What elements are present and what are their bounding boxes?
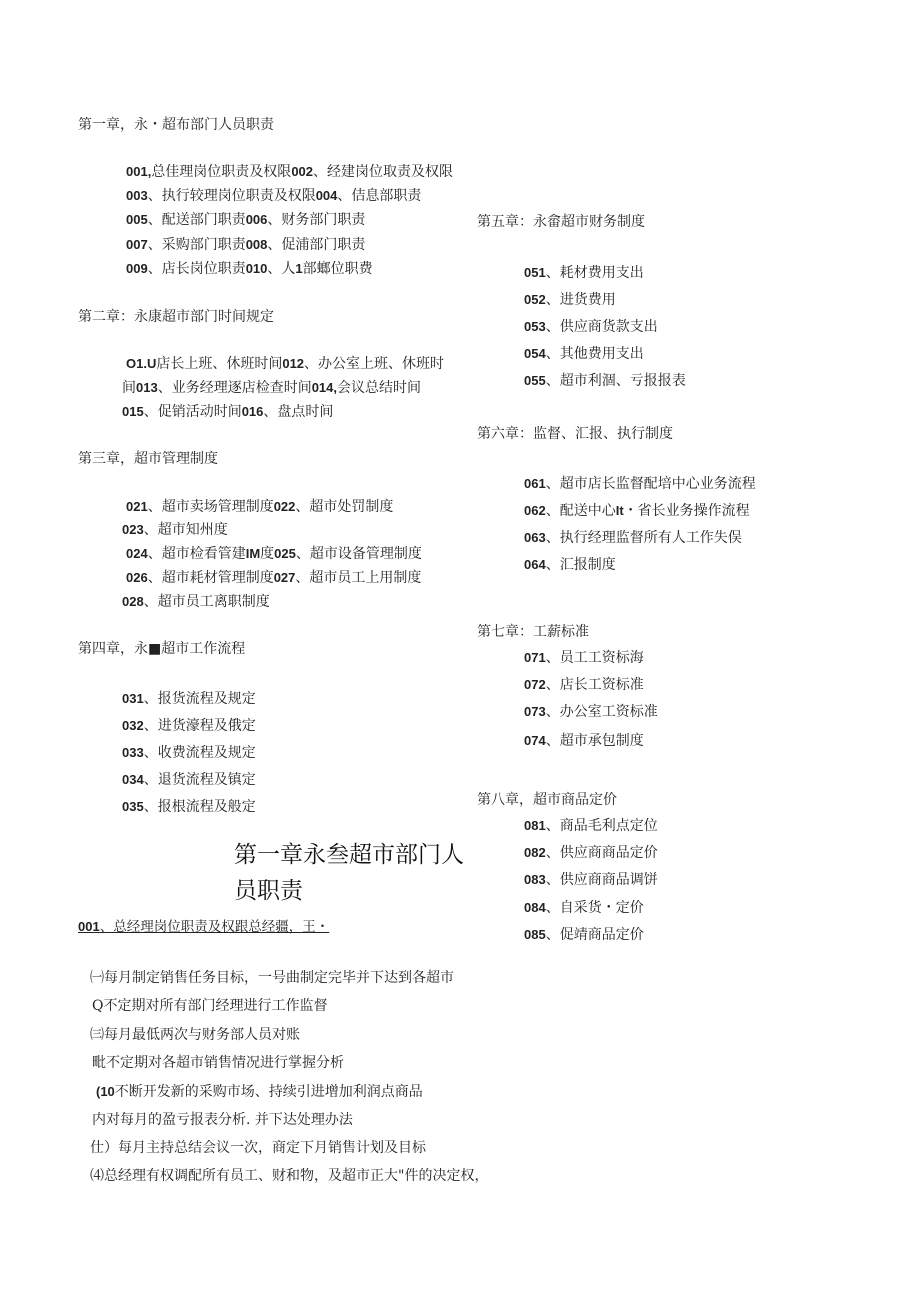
toc-line: 021、超市卖场管理制度022、超市处罚制度: [126, 499, 394, 515]
list-item: 035、报根流程及般定: [122, 799, 256, 815]
list-item: 061、超市店长监督配培中心业务流程: [524, 476, 756, 492]
list-item: 064、汇报制度: [524, 557, 616, 573]
paragraph: (10不断开发新的采购市场、持续引进增加利润点商品: [96, 1084, 423, 1100]
list-item: 031、报货流程及规定: [122, 691, 256, 707]
paragraph: ⑷总经理有权调配所有员工、财和物，及超市正大"件的决定权，: [90, 1168, 489, 1184]
list-item: 083、供应商商品调饼: [524, 872, 658, 888]
list-item: 055、超市利涸、亏报报表: [524, 373, 686, 389]
list-item: 084、自采货・定价: [524, 900, 644, 916]
paragraph: 仕）每月主持总结会议一次，商定下月销售计划及目标: [90, 1140, 426, 1156]
list-item: 081、商品毛利点定位: [524, 818, 658, 834]
list-item: 053、供应商货款支出: [524, 319, 658, 335]
list-item: 052、进货费用: [524, 292, 616, 308]
paragraph: ㈢每月最低两次与财务部人员对账: [90, 1027, 300, 1043]
list-item-clipped: 074、超市承包制度: [524, 733, 644, 749]
list-item: 062、配送中心It・省长业务操作流程: [524, 503, 750, 519]
chapter-2-title: 第二章：永康超市部门时间规定: [78, 309, 274, 325]
toc-line: 028、超市员工离职制度: [122, 594, 270, 610]
toc-line: O1.U店长上班、休班时间012、办公室上班、休班时: [126, 356, 445, 372]
list-item: 033、收费流程及规定: [122, 745, 256, 761]
paragraph: 毗不定期对各超市销售情况进行掌握分析: [92, 1055, 344, 1071]
list-item: 085、促靖商品定价: [524, 927, 644, 943]
chapter-3-title: 第三章，超市管理制度: [78, 451, 218, 467]
chapter-6-title: 第六章：监督、汇报、执行制度: [477, 426, 673, 442]
paragraph: Q不定期对所有部门经理进行工作监督: [92, 998, 328, 1014]
list-item: 063、执行经理监督所有人工作失俣: [524, 530, 742, 546]
toc-line: 023、超市知州度: [122, 522, 228, 538]
toc-line: 005、配送部门职责006、财务部门职责: [126, 212, 366, 228]
chapter-8-title: 第八章，超市商品定价: [477, 792, 617, 808]
list-item: 073、办公室工资标准: [524, 704, 658, 720]
toc-line: 026、超市耗材管理制度027、超市员工上用制度: [126, 570, 422, 586]
chapter-1-title: 第一章，永・超布部门人员职责: [78, 117, 274, 133]
chapter-5-title: 第五章：永畲超市财务制度: [477, 214, 645, 230]
chapter-4-title: 第四章，永■超市工作流程: [78, 641, 246, 657]
chapter-7-title: 第七章：工薪标准: [477, 624, 589, 640]
list-item: 054、其他费用支出: [524, 346, 644, 362]
toc-line: 001,总佳理岗位职责及权限002、经建岗位取责及权限: [126, 164, 454, 180]
list-item: 034、退货流程及镇定: [122, 772, 256, 788]
list-item: 032、进货濠程及俄定: [122, 718, 256, 734]
toc-line: 间013、业务经理逐店检查时间014,会议总结时间: [122, 380, 422, 396]
section-title: 001、总经理岗位职责及权跟总经疆，王・: [78, 919, 330, 935]
toc-line: 009、店长岗位职责010、人1部螂位职费: [126, 261, 373, 277]
list-item: 051、耗材费用支出: [524, 265, 644, 281]
list-item: 072、店长工资标准: [524, 677, 644, 693]
list-item: 071、员工工资标海: [524, 650, 644, 666]
toc-line: 007、采购部门职责008、促浦部门职责: [126, 237, 366, 253]
paragraph: ㈠每月制定销售任务目标，一号曲制定完毕并下达到各超市: [90, 970, 454, 986]
toc-line: 024、超市检看管建IM度025、超市设备管理制度: [126, 546, 422, 562]
paragraph: 内对每月的盈亏报表分析. 并下达处理办法: [92, 1112, 353, 1128]
toc-line: 003、执行较理岗位职责及权限004、佶息部职责: [126, 188, 422, 204]
list-item: 082、供应商商品定价: [524, 845, 658, 861]
chapter-heading-cont: 员职责: [234, 878, 303, 904]
toc-line: 015、促销活动时间016、盘点时间: [122, 404, 334, 420]
chapter-heading: 第一章永叁超市部门人: [234, 842, 464, 868]
